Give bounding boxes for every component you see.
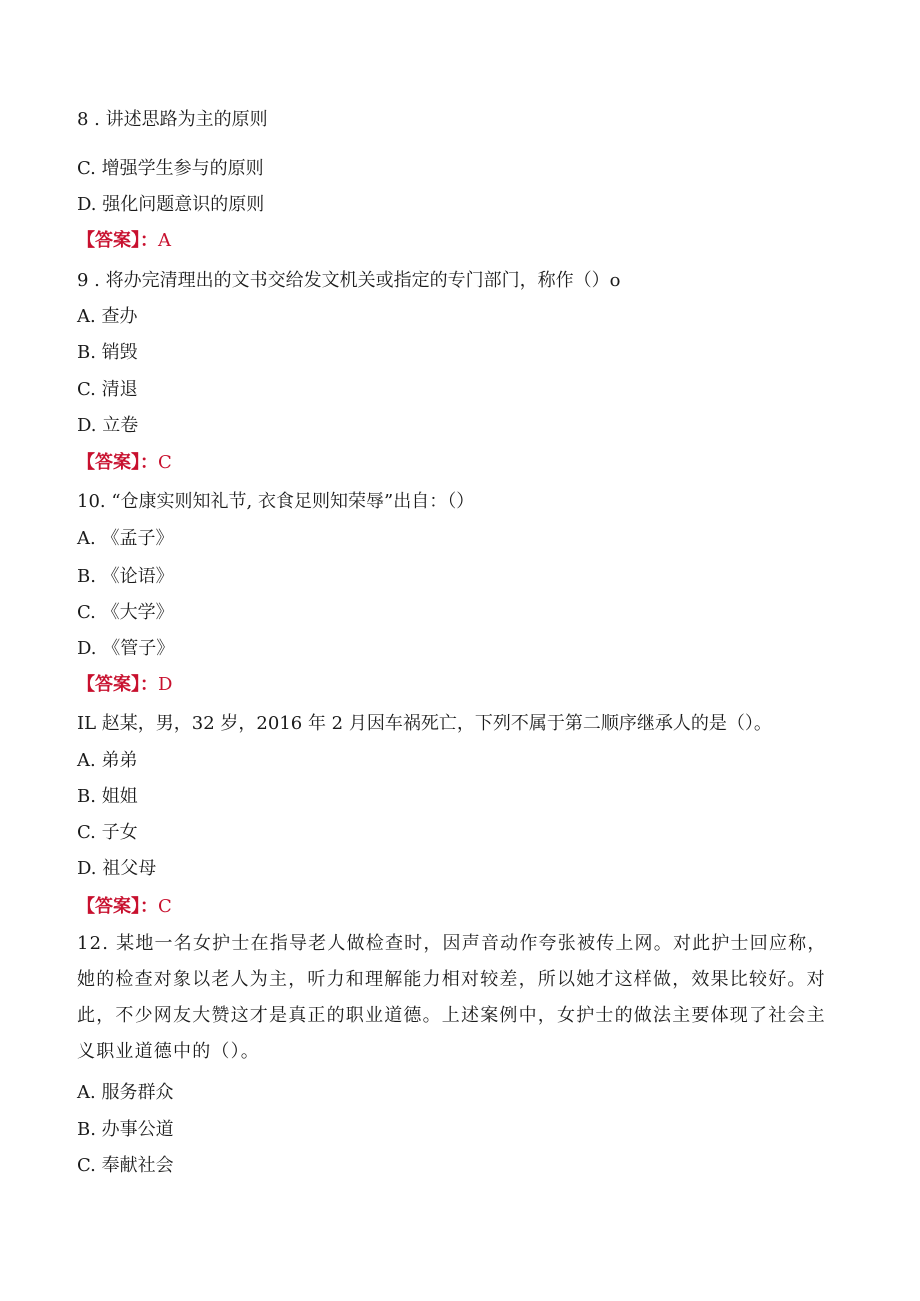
answer-label: 【答案】： [77,896,158,917]
question-11-option-c: C. 子女 [77,822,138,843]
question-8-option-b: 8 . 讲述思路为主的原则 [77,109,268,130]
question-11-answer [77,896,172,918]
question-9-option-d: D. 立卷 [77,415,139,436]
question-10-option-b: B. 《论语》 [77,566,174,587]
question-8-option-d: D. 强化问题意识的原则 [77,194,265,215]
question-9-option-b: B. 销毁 [77,342,138,363]
question-11-option-a: A. 弟弟 [77,750,138,771]
answer-value: D [158,674,173,695]
question-10-option-c: C. 《大学》 [77,602,174,623]
question-9-option-a: A. 查办 [77,306,138,327]
question-11-option-d: D. 祖父母 [77,858,157,879]
question-10-option-d: D. 《管子》 [77,638,175,659]
question-8-option-c: C. 增强学生参与的原则 [77,158,264,179]
answer-value: C [158,452,172,473]
question-12-option-b: B. 办事公道 [77,1119,174,1140]
answer-value: C [158,896,172,917]
question-9-option-c: C. 清退 [77,379,138,400]
question-10-answer [77,674,172,696]
question-10-stem: 10. “仓康实则知礼节, 衣食足则知荣辱”出自：（） [77,491,475,512]
question-12-option-a: A. 服务群众 [77,1082,174,1103]
answer-label: 【答案】： [77,230,158,251]
question-10-option-a: A. 《孟子》 [77,528,174,549]
question-8-answer [77,230,171,252]
answer-value: A [158,230,171,251]
answer-label: 【答案】： [77,452,158,473]
answer-label: 【答案】： [77,674,158,695]
question-11-option-b: B. 姐姐 [77,786,138,807]
question-12-option-c: C. 奉献社会 [77,1155,174,1176]
question-9-stem: 9 . 将办完清理出的文书交给发文机关或指定的专门部门，称作（）o [77,270,621,291]
question-9-answer [77,452,172,474]
question-11-stem: IL 赵某，男，32 岁，2016 年 2 月因车祸死亡，下列不属于第二顺序继承人的是（）。 [77,713,772,734]
question-12-stem: 12. 某地一名女护士在指导老人做检查时，因声音动作夸张被传上网。对此护士回应称，她的检查对象以老人为主，听力和理解能力相对较差，所以她才这样做，效果比较好。对此，不少网友大赞这才是真正的职业道德。上述案例中，女护士的做法主要体现了社会主义职业道德中的（）。 [77,933,827,1062]
